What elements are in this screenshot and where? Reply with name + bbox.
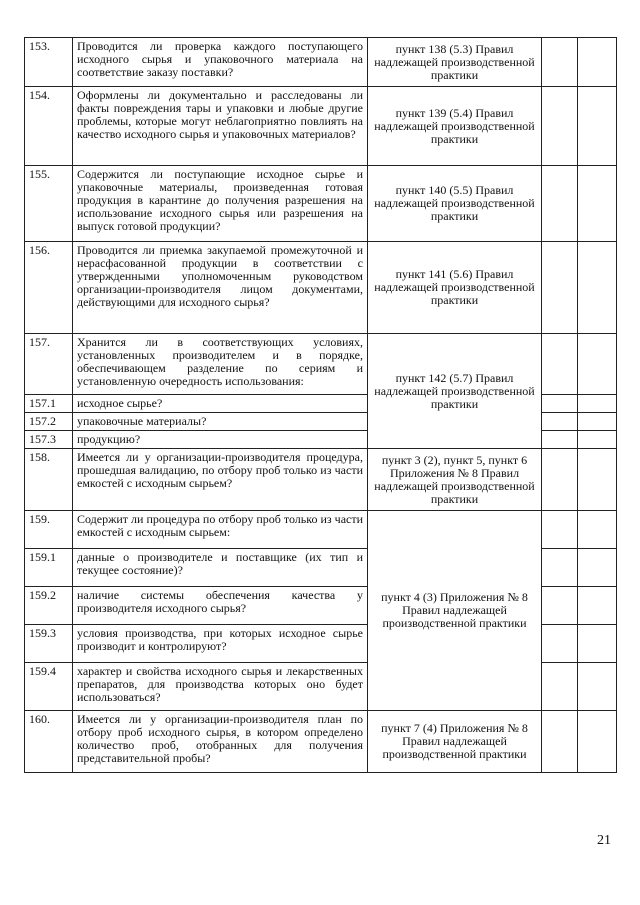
- note-cell[interactable]: [578, 587, 617, 625]
- item-number: 159.2: [25, 587, 73, 625]
- item-number: 159.4: [25, 663, 73, 711]
- note-cell[interactable]: [578, 242, 617, 334]
- answer-cell[interactable]: [542, 663, 578, 711]
- item-number: 153.: [25, 38, 73, 87]
- answer-cell[interactable]: [542, 449, 578, 511]
- answer-cell[interactable]: [542, 87, 578, 166]
- note-cell[interactable]: [578, 449, 617, 511]
- regulation-reference: пункт 138 (5.3) Правил надлежащей производственной практики: [368, 38, 542, 87]
- answer-cell[interactable]: [542, 431, 578, 449]
- item-number: 157.1: [25, 395, 73, 413]
- question-text: Содержит ли процедура по отбору проб только из части емкостей с исходным сырьем:: [73, 511, 368, 549]
- note-cell[interactable]: [578, 549, 617, 587]
- table-row: [25, 87, 617, 166]
- note-cell[interactable]: [578, 395, 617, 413]
- note-cell[interactable]: [578, 711, 617, 773]
- answer-cell[interactable]: [542, 511, 578, 549]
- item-number: 154.: [25, 87, 73, 166]
- item-number: 158.: [25, 449, 73, 511]
- table-row: [25, 449, 617, 511]
- item-number: 160.: [25, 711, 73, 773]
- table-row: [25, 334, 617, 395]
- question-text: Содержится ли поступающие исходное сырье и упаковочные материалы, произведенная готовая продукция в карантине до получения разрешения на использование исходного сырья или разрешения на выпуск готовой продукции?: [73, 166, 368, 242]
- table-row: [25, 711, 617, 773]
- table-row: [25, 166, 617, 242]
- regulation-reference: пункт 142 (5.7) Правил надлежащей производственной практики: [368, 334, 542, 449]
- note-cell[interactable]: [578, 625, 617, 663]
- item-number: 157.3: [25, 431, 73, 449]
- item-number: 159.: [25, 511, 73, 549]
- question-text: Хранится ли в соответствующих условиях, установленных производителем и в порядке, обеспечивающем разделение по сериям и установленную очередность использования:: [73, 334, 368, 395]
- answer-cell[interactable]: [542, 166, 578, 242]
- note-cell[interactable]: [578, 413, 617, 431]
- question-text: исходное сырье?: [73, 395, 368, 413]
- question-text: характер и свойства исходного сырья и лекарственных препаратов, для производства которых оно будет использоваться?: [73, 663, 368, 711]
- question-text: упаковочные материалы?: [73, 413, 368, 431]
- answer-cell[interactable]: [542, 395, 578, 413]
- regulation-reference: пункт 141 (5.6) Правил надлежащей производственной практики: [368, 242, 542, 334]
- answer-cell[interactable]: [542, 587, 578, 625]
- table-row: [25, 511, 617, 549]
- table-row: [25, 242, 617, 334]
- note-cell[interactable]: [578, 38, 617, 87]
- question-text: наличие системы обеспечения качества у производителя исходного сырья?: [73, 587, 368, 625]
- question-text: Оформлены ли документально и расследованы ли факты повреждения тары и упаковки и любые другие проблемы, которые могут неблагоприятно повлиять на качество исходного сырья и упаковочных материалов?: [73, 87, 368, 166]
- item-number: 159.1: [25, 549, 73, 587]
- question-text: продукцию?: [73, 431, 368, 449]
- note-cell[interactable]: [578, 431, 617, 449]
- question-text: Имеется ли у организации-производителя план по отбору проб исходного сырья, в котором определено количество проб, отобранных для получения представительной пробы?: [73, 711, 368, 773]
- answer-cell[interactable]: [542, 334, 578, 395]
- question-text: Имеется ли у организации-производителя процедура, прошедшая валидацию, по отбору проб только из части емкостей с исходным сырьем?: [73, 449, 368, 511]
- checklist-table: [24, 37, 617, 773]
- regulation-reference: пункт 7 (4) Приложения № 8 Правил надлежащей производственной практики: [368, 711, 542, 773]
- note-cell[interactable]: [578, 511, 617, 549]
- item-number: 155.: [25, 166, 73, 242]
- question-text: данные о производителе и поставщике (их тип и текущее состояние)?: [73, 549, 368, 587]
- answer-cell[interactable]: [542, 242, 578, 334]
- answer-cell[interactable]: [542, 711, 578, 773]
- question-text: условия производства, при которых исходное сырье производит и контролируют?: [73, 625, 368, 663]
- regulation-reference: пункт 140 (5.5) Правил надлежащей производственной практики: [368, 166, 542, 242]
- item-number: 156.: [25, 242, 73, 334]
- answer-cell[interactable]: [542, 413, 578, 431]
- note-cell[interactable]: [578, 334, 617, 395]
- answer-cell[interactable]: [542, 549, 578, 587]
- note-cell[interactable]: [578, 87, 617, 166]
- page-number: 21: [597, 833, 611, 848]
- regulation-reference: пункт 3 (2), пункт 5, пункт 6 Приложения № 8 Правил надлежащей производственной практики: [368, 449, 542, 511]
- question-text: Проводится ли приемка закупаемой промежуточной и нерасфасованной продукции в соответствии с утвержденными уполномоченным руководством организации-производителя лицом документами, действующими для исходного сырья?: [73, 242, 368, 334]
- regulation-reference: пункт 139 (5.4) Правил надлежащей производственной практики: [368, 87, 542, 166]
- note-cell[interactable]: [578, 166, 617, 242]
- regulation-reference: пункт 4 (3) Приложения № 8 Правил надлежащей производственной практики: [368, 511, 542, 711]
- table-row: [25, 38, 617, 87]
- note-cell[interactable]: [578, 663, 617, 711]
- item-number: 157.: [25, 334, 73, 395]
- item-number: 157.2: [25, 413, 73, 431]
- item-number: 159.3: [25, 625, 73, 663]
- answer-cell[interactable]: [542, 625, 578, 663]
- question-text: Проводится ли проверка каждого поступающего исходного сырья и упаковочного материала на соответствие заказу поставки?: [73, 38, 368, 87]
- answer-cell[interactable]: [542, 38, 578, 87]
